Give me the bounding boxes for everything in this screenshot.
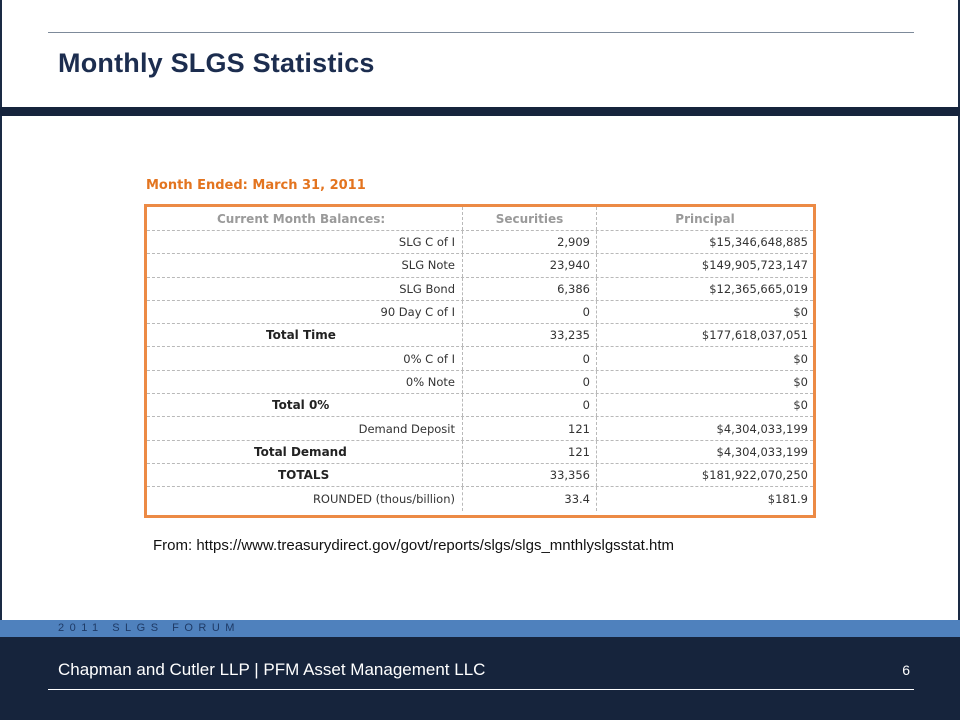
row-securities: 2,909 <box>557 235 590 250</box>
row-securities: 121 <box>568 421 590 436</box>
row-principal: $149,905,723,147 <box>701 258 808 273</box>
row-principal: $0 <box>793 351 808 366</box>
table-row-rounded <box>147 487 813 510</box>
row-principal: $177,618,037,051 <box>701 328 808 343</box>
header-balances: Current Month Balances: <box>217 211 386 226</box>
month-ended-heading: Month Ended: March 31, 2011 <box>146 178 366 193</box>
footer-firms: Chapman and Cutler LLP | PFM Asset Management LLC <box>58 660 486 679</box>
table-header-row <box>147 207 813 231</box>
row-securities: 23,940 <box>549 258 590 273</box>
row-securities: 0 <box>582 374 590 389</box>
row-securities: 6,386 <box>557 281 590 296</box>
row-label: Demand Deposit <box>358 421 455 436</box>
table-row <box>147 417 813 440</box>
row-label: Total Time <box>266 328 336 343</box>
row-label: TOTALS <box>278 468 330 483</box>
row-securities: 33,356 <box>549 468 590 483</box>
table-row-total-demand <box>147 441 813 464</box>
row-principal: $4,304,033,199 <box>716 444 808 459</box>
row-principal: $12,365,665,019 <box>709 281 808 296</box>
row-label: SLG C of I <box>398 235 455 250</box>
table-row-total-zero <box>147 394 813 417</box>
table-row-total-time <box>147 324 813 347</box>
row-label: 0% C of I <box>403 351 455 366</box>
row-securities: 0 <box>582 305 590 320</box>
row-label: SLG Note <box>401 258 455 273</box>
footer-bar <box>0 637 960 720</box>
row-label: SLG Bond <box>399 281 455 296</box>
forum-band: 2011 SLGS FORUM <box>0 620 960 637</box>
row-principal: $0 <box>793 374 808 389</box>
title-bar <box>0 107 960 116</box>
page-number: 6 <box>902 662 910 678</box>
top-divider <box>48 32 914 33</box>
row-securities: 0 <box>582 398 590 413</box>
row-label: 0% Note <box>405 374 455 389</box>
header-principal: Principal <box>675 211 735 226</box>
table-row <box>147 231 813 254</box>
slide-title: Monthly SLGS Statistics <box>58 48 375 78</box>
row-label: ROUNDED (thous/billion) <box>312 491 455 506</box>
slgs-statistics-table <box>144 204 816 518</box>
table-row <box>147 301 813 324</box>
table-row <box>147 347 813 370</box>
row-securities: 33,235 <box>549 328 590 343</box>
table-row-totals <box>147 464 813 487</box>
source-citation: From: https://www.treasurydirect.gov/govt/reports/slgs/slgs_mnthlyslgsstat.htm <box>153 537 675 554</box>
row-label: Total 0% <box>272 398 330 413</box>
row-securities: 121 <box>568 444 590 459</box>
table-row <box>147 371 813 394</box>
row-securities: 33.4 <box>564 491 590 506</box>
table-row <box>147 278 813 301</box>
row-label: 90 Day C of I <box>380 305 455 320</box>
row-principal: $0 <box>793 398 808 413</box>
row-principal: $0 <box>793 305 808 320</box>
row-principal: $15,346,648,885 <box>709 235 808 250</box>
row-principal: $181.9 <box>767 491 808 506</box>
table-row <box>147 254 813 277</box>
footer-divider <box>48 689 914 690</box>
row-securities: 0 <box>582 351 590 366</box>
header-securities: Securities <box>495 211 564 226</box>
row-label: Total Demand <box>254 444 347 459</box>
row-principal: $4,304,033,199 <box>716 421 808 436</box>
row-principal: $181,922,070,250 <box>701 468 808 483</box>
